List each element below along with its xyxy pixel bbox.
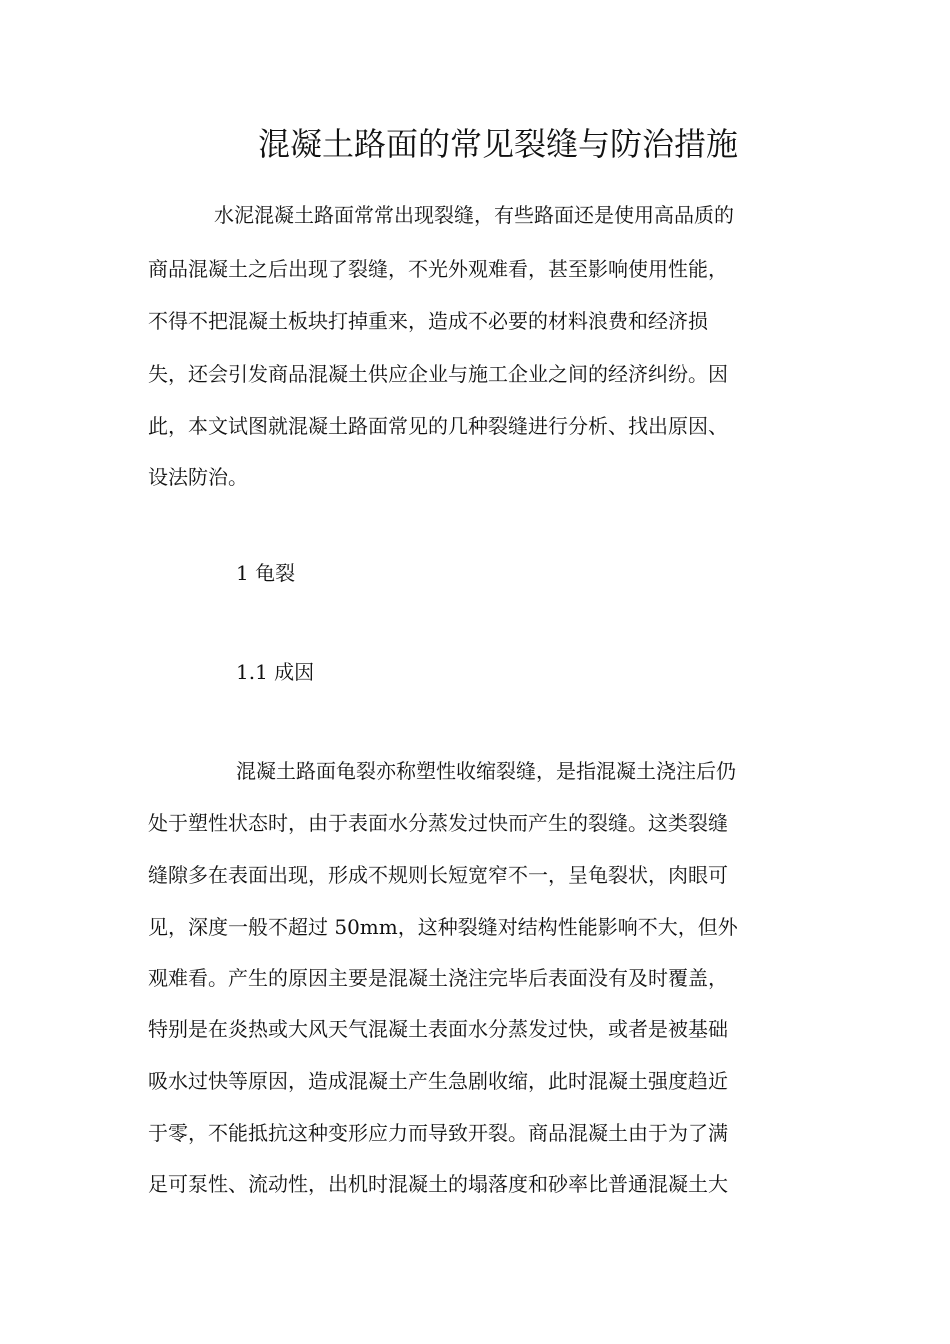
- body-line-5: 观难看。产生的原因主要是混凝土浇注完毕后表面没有及时覆盖，: [148, 966, 728, 990]
- section-heading-1: 1 龟裂: [236, 561, 296, 585]
- body-line-7: 吸水过快等原因，造成混凝土产生急剧收缩，此时混凝土强度趋近: [148, 1069, 728, 1093]
- document-title: 混凝土路面的常见裂缝与防治措施: [258, 125, 739, 163]
- intro-line-6: 设法防治。: [148, 465, 248, 489]
- body-line-6: 特别是在炎热或大风天气混凝土表面水分蒸发过快，或者是被基础: [148, 1017, 728, 1041]
- intro-line-1: 水泥混凝土路面常常出现裂缝，有些路面还是使用高品质的: [214, 203, 734, 227]
- body-line-8: 于零，不能抵抗这种变形应力而导致开裂。商品混凝土由于为了满: [148, 1121, 728, 1145]
- section-heading-1-1: 1.1 成因: [236, 660, 315, 684]
- intro-line-3: 不得不把混凝土板块打掉重来，造成不必要的材料浪费和经济损: [148, 309, 708, 333]
- body-line-1: 混凝土路面龟裂亦称塑性收缩裂缝，是指混凝土浇注后仍: [236, 759, 736, 783]
- intro-line-4: 失，还会引发商品混凝土供应企业与施工企业之间的经济纠纷。因: [148, 362, 728, 386]
- body-line-9: 足可泵性、流动性，出机时混凝土的塌落度和砂率比普通混凝土大: [148, 1172, 728, 1196]
- body-line-3: 缝隙多在表面出现，形成不规则长短宽窄不一，呈龟裂状，肉眼可: [148, 863, 728, 887]
- intro-line-5: 此，本文试图就混凝土路面常见的几种裂缝进行分析、找出原因、: [148, 414, 728, 438]
- body-line-2: 处于塑性状态时，由于表面水分蒸发过快而产生的裂缝。这类裂缝: [148, 811, 728, 835]
- body-line-4: 见，深度一般不超过 50mm，这种裂缝对结构性能影响不大，但外: [148, 915, 738, 939]
- intro-line-2: 商品混凝土之后出现了裂缝，不光外观难看，甚至影响使用性能，: [148, 257, 728, 281]
